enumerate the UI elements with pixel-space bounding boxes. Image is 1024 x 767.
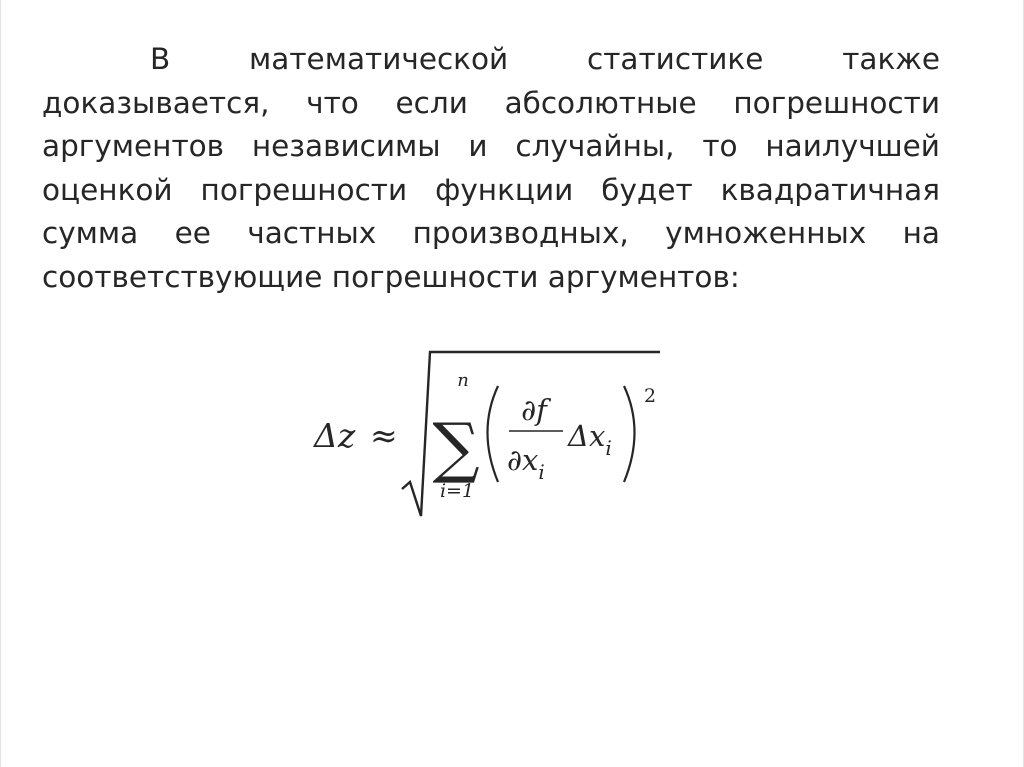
paragraph-word: частных (247, 216, 377, 250)
paragraph-word: доказывается, (42, 85, 270, 120)
formula-approx-symbol: ≈ (370, 416, 398, 455)
paragraph-word: квадратичная (720, 172, 940, 207)
paragraph-word: также (842, 42, 940, 76)
delta-x-base: Δx (568, 419, 606, 453)
fraction-denominator (507, 443, 545, 484)
paragraph-word: будет (601, 172, 693, 207)
paragraph-word: соответствующие погрешности аргументов: (42, 259, 740, 294)
paragraph-word: математической (249, 42, 509, 76)
paragraph-word: производных, (412, 216, 629, 250)
paragraph-word: аргументов (42, 129, 225, 163)
paragraph-word: погрешности (733, 85, 940, 120)
left-parenthesis (488, 386, 499, 482)
paragraph-word: наилучшей (765, 129, 940, 163)
sum-upper-limit: n (457, 370, 469, 391)
fraction-numerator: ∂f (521, 393, 547, 427)
delta-x-subscript: i (605, 436, 612, 460)
paragraph-word: на (902, 216, 940, 250)
paragraph-word: погрешности (200, 172, 408, 207)
paragraph-word: ее (174, 216, 211, 250)
paragraph-word: независимы (251, 129, 441, 163)
paragraph-word: абсолютные (504, 85, 697, 120)
paragraph-word: случайны, (515, 129, 675, 163)
formula-lhs: Δz (314, 416, 356, 455)
delta-x-term (567, 419, 612, 460)
exponent: 2 (644, 385, 657, 407)
paragraph-word: В (150, 42, 171, 76)
paragraph-word: статистике (587, 42, 764, 76)
sum-lower-limit: i=1 (439, 480, 475, 502)
paragraph-word: если (395, 85, 468, 120)
paragraph-word: что (306, 85, 359, 120)
paragraph-word: сумма (42, 216, 139, 250)
denominator-base: ∂x (507, 443, 539, 477)
paragraph-word: то (702, 129, 738, 163)
right-parenthesis (624, 386, 635, 482)
sum-symbol: ∑ (432, 409, 480, 486)
paragraph-word: и (468, 129, 488, 163)
paragraph-word: умноженных (665, 216, 867, 250)
paragraph-word: оценкой (42, 172, 173, 207)
denominator-subscript: i (538, 460, 545, 484)
paragraph-word: функции (435, 172, 574, 207)
